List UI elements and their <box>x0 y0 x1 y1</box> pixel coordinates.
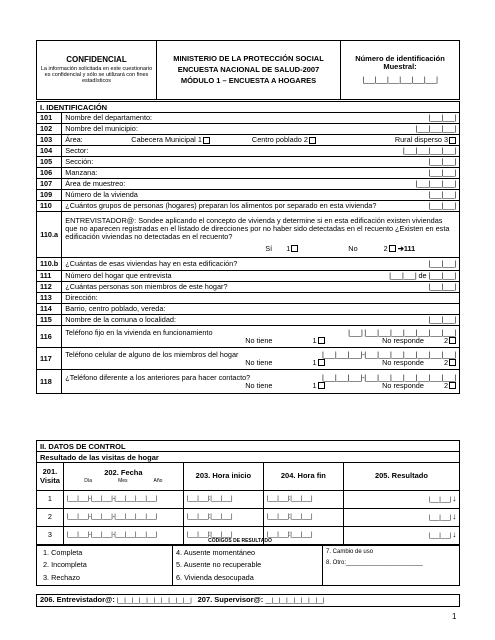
answer-boxes[interactable]: |___|___|___|___| <box>402 146 456 156</box>
entrevistador-cell: 206. Entrevistador@: |__|__|__|__|__|__|__|__|__|__| 207. Supervisor@: __|__|__|__|__|__|__|__| <box>37 595 460 607</box>
row-117-content: Teléfono celular de alguno de los miembros del hogar |___|___|___|-|___|___|___|___|___|___|___| No tiene 1 No responde 2 <box>62 348 460 370</box>
row-116-content: Teléfono fijo en la vivienda en funcionamiento |___| |___|___|___|___|___|___|___| No tiene 1 No responde 2 <box>62 326 460 348</box>
confidencial-cell <box>37 41 157 100</box>
result-cell <box>343 491 459 509</box>
id-cell <box>341 41 460 100</box>
row-num: 110 <box>37 201 62 212</box>
answer-boxes[interactable]: |___|___| <box>428 113 456 122</box>
row-114 <box>37 304 460 315</box>
visit-number: 2 <box>37 509 64 527</box>
row-label: Nombre del municipio: |___|___|___| <box>62 124 460 135</box>
direccion-field[interactable]: Dirección: <box>62 293 460 304</box>
id-boxes[interactable]: |___|___|___|___|___|___| <box>362 77 438 85</box>
col-visita: 201. Visita <box>37 463 64 491</box>
date-boxes[interactable]: |___|___|-|___|___|-|___|___|___|___| <box>63 509 183 527</box>
row-117 <box>37 348 460 370</box>
row-116 <box>37 326 460 348</box>
visit-row <box>37 491 460 509</box>
start-time-boxes[interactable]: |___|___|:|___|___| <box>183 491 263 509</box>
signature-row <box>37 595 460 607</box>
visits-table <box>36 462 460 545</box>
row-118-content: ¿Teléfono diferente a los anteriores para hacer contacto? |___|___|___|-|___|___|___|___|___|___|___| No tiene 1 No responde 2 <box>62 370 460 394</box>
col-resultado: 205. Resultado <box>343 463 459 491</box>
col-hora-fin: 204. Hora fin <box>263 463 343 491</box>
header-table <box>36 40 460 100</box>
date-boxes[interactable]: |___|___|-|___|___|-|___|___|___|___| <box>63 527 183 545</box>
skip-arrow-icon: ➔ <box>397 243 404 253</box>
row-num: 112 <box>37 282 62 293</box>
row-num: 109 <box>37 190 62 201</box>
row-num: 111 <box>37 271 62 282</box>
supervisor-boxes[interactable]: __|__|__|__|__|__|__|__| <box>265 598 325 605</box>
codes-row <box>37 546 460 586</box>
row-110 <box>37 201 460 212</box>
row-label: Nombre del departamento: |___|___| <box>62 113 460 124</box>
row-102 <box>37 124 460 135</box>
ministry-title: MINISTERIO DE LA PROTECCIÓN SOCIAL <box>173 53 324 63</box>
checkbox-rural-disperso[interactable] <box>449 137 456 144</box>
arrow-down-icon: ↓ <box>452 494 456 504</box>
row-115 <box>37 315 460 326</box>
other-phone-boxes[interactable]: |___|___|___|-|___|___|___|___|___|___|___| <box>321 372 456 382</box>
row-label: Nombre de la comuna o localidad: |___|___| <box>62 315 460 326</box>
answer-boxes[interactable]: |___|___| <box>428 157 456 167</box>
answer-boxes[interactable]: |___|___| <box>428 259 456 269</box>
survey-title: ENCUESTA NACIONAL DE SALUD-2007 <box>177 64 320 74</box>
arrow-down-icon: ↓ <box>452 530 456 540</box>
visit-row <box>37 509 460 527</box>
checkbox-no-tiene[interactable] <box>318 337 325 344</box>
row-110a-options: Sí 1 No 2 ➔111 <box>265 243 416 253</box>
page-number: 1 <box>452 612 457 621</box>
row-110a-content <box>62 212 460 258</box>
row-104 <box>37 146 460 157</box>
arrow-down-icon: ↓ <box>452 512 456 522</box>
checkbox-no-tiene[interactable] <box>318 359 325 366</box>
row-num: 116 <box>37 326 62 348</box>
start-time-boxes[interactable]: |___|___|:|___|___| <box>183 509 263 527</box>
codes-title: CÓDIGOS DE RESULTADO <box>208 538 272 544</box>
checkbox-si[interactable] <box>291 245 298 252</box>
row-num: 103 <box>37 135 62 146</box>
answer-boxes[interactable]: |___|___| <box>428 168 456 178</box>
id-label: Número de identificación Muestral: <box>355 53 445 72</box>
col-hora-inicio: 203. Hora inicio <box>183 463 263 491</box>
hogar-total-boxes[interactable]: |___|___| <box>428 271 456 281</box>
row-num: 118 <box>37 370 62 394</box>
area-options: Área: Cabecera Municipal 1 Centro poblado 2 Rural disperso 3 <box>62 135 460 146</box>
section2-subtitle: Resultado de las visitas de hogar <box>36 451 460 462</box>
codes-col3: 7. Cambio de uso 8. Otro:_______________________ <box>323 546 460 586</box>
row-110b <box>37 258 460 271</box>
row-num: 102 <box>37 124 62 135</box>
row-label: Sección: |___|___| <box>62 157 460 168</box>
row-label: Sector: |___|___|___|___| <box>62 146 460 157</box>
barrio-field[interactable]: Barrio, centro poblado, vereda: <box>62 304 460 315</box>
row-num: 104 <box>37 146 62 157</box>
checkbox-no-responde[interactable] <box>449 337 456 344</box>
confidencial-note: La información solicitada en este cuestionario es confidencial y sólo se utilizará con fines estadísticos <box>40 66 153 85</box>
phone-boxes[interactable]: |___| |___|___|___|___|___|___|___| <box>348 327 456 337</box>
checkbox-centro-poblado[interactable] <box>309 137 316 144</box>
checkbox-no-tiene[interactable] <box>318 382 325 389</box>
row-num: 101 <box>37 113 62 124</box>
checkbox-no[interactable] <box>389 245 396 252</box>
row-label: ¿Cuántas personas son miembros de este hogar? |___|___| <box>62 282 460 293</box>
row-103 <box>37 135 460 146</box>
codes-table <box>36 545 460 586</box>
result-boxes[interactable]: |___|___| <box>428 497 451 504</box>
row-105 <box>37 157 460 168</box>
visit-number: 1 <box>37 491 64 509</box>
end-time-boxes[interactable]: |___|___|:|___|___| <box>263 509 343 527</box>
row-num: 110.a <box>37 212 62 258</box>
checkbox-no-responde[interactable] <box>449 359 456 366</box>
answer-boxes[interactable]: |___|___|___| <box>415 179 456 189</box>
visit-number: 3 <box>37 527 64 545</box>
identification-table <box>36 112 460 394</box>
checkbox-no-responde[interactable] <box>449 382 456 389</box>
answer-boxes[interactable]: |___|___| <box>428 315 456 325</box>
visits-header <box>37 463 460 491</box>
end-time-boxes[interactable]: |___|___|:|___|___| <box>263 491 343 509</box>
row-label: Manzana: |___|___| <box>62 168 460 179</box>
result-cell <box>343 509 459 527</box>
row-112 <box>37 282 460 293</box>
row-109 <box>37 190 460 201</box>
row-label: Número del hogar que entrevista |___|___| de |___|___| <box>62 271 460 282</box>
answer-boxes[interactable]: |___|___| <box>428 201 456 211</box>
result-boxes[interactable]: |___|___| <box>428 515 451 522</box>
start-time-boxes[interactable]: |___|___|:|___|___| <box>183 527 263 545</box>
result-boxes[interactable]: |___|___| <box>428 533 451 540</box>
section1-title: I. IDENTIFICACIÓN <box>36 101 460 112</box>
row-106 <box>37 168 460 179</box>
row-num: 115 <box>37 315 62 326</box>
codes-col2: 4. Ausente momentáneo 5. Ausente no recuperable 6. Vivienda desocupada <box>173 546 323 586</box>
module-title: MÓDULO 1 – ENCUESTA A HOGARES <box>180 76 317 86</box>
row-111 <box>37 271 460 282</box>
row-num: 105 <box>37 157 62 168</box>
row-118 <box>37 370 460 394</box>
row-label: Número de la vivienda |___|___| <box>62 190 460 201</box>
codes-col1: 1. Completa 2. Incompleta 3. Rechazo <box>37 546 173 586</box>
col-fecha: 202. Fecha Día Mes Año <box>63 463 183 491</box>
checkbox-cabecera[interactable] <box>203 137 210 144</box>
date-boxes[interactable]: |___|___|-|___|___|-|___|___|___|___| <box>63 491 183 509</box>
cellphone-boxes[interactable]: |___|___|___|-|___|___|___|___|___|___|___| <box>321 349 456 359</box>
row-label: ¿Cuántos grupos de personas (hogares) preparan los alimentos por separado en esta vivienda? |___|___| <box>62 201 460 212</box>
row-110a <box>37 212 460 258</box>
row-101 <box>37 113 460 124</box>
title-cell <box>157 41 341 100</box>
entrevistador-boxes[interactable]: |__|__|__|__|__|__|__|__|__|__| <box>116 598 192 605</box>
answer-boxes[interactable]: |___|___| <box>428 190 456 200</box>
row-num: 114 <box>37 304 62 315</box>
section2-title: II. DATOS DE CONTROL <box>36 440 460 451</box>
row-label: ¿Cuántas de esas viviendas hay en esta edificación? |___|___| <box>62 258 460 271</box>
row-num: 106 <box>37 168 62 179</box>
hogar-boxes[interactable]: |___|___| <box>389 271 417 281</box>
answer-boxes[interactable]: |___|___|___| <box>415 124 456 134</box>
row-num: 107 <box>37 179 62 190</box>
row-label: Área de muestreo: |___|___|___| <box>62 179 460 190</box>
confidencial-title: CONFIDENCIAL <box>66 54 127 64</box>
row-num: 117 <box>37 348 62 370</box>
row-num: 113 <box>37 293 62 304</box>
result-cell <box>343 527 459 545</box>
row-113 <box>37 293 460 304</box>
row-107 <box>37 179 460 190</box>
answer-boxes[interactable]: |___|___| <box>428 282 456 292</box>
row-num: 110.b <box>37 258 62 271</box>
row-110a-text: ENTREVISTADOR@: Sondee aplicando el concepto de vivienda y determine si en esta edificación existen viviendas que no aparecen registradas en el listado de direcciones por no haber sido detectadas en el recuento ¿Existen en esta edificación viviendas no detectadas en el recuento? <box>65 215 450 242</box>
end-time-boxes[interactable]: |___|___|:|___|___| <box>263 527 343 545</box>
signature-table <box>36 594 460 607</box>
